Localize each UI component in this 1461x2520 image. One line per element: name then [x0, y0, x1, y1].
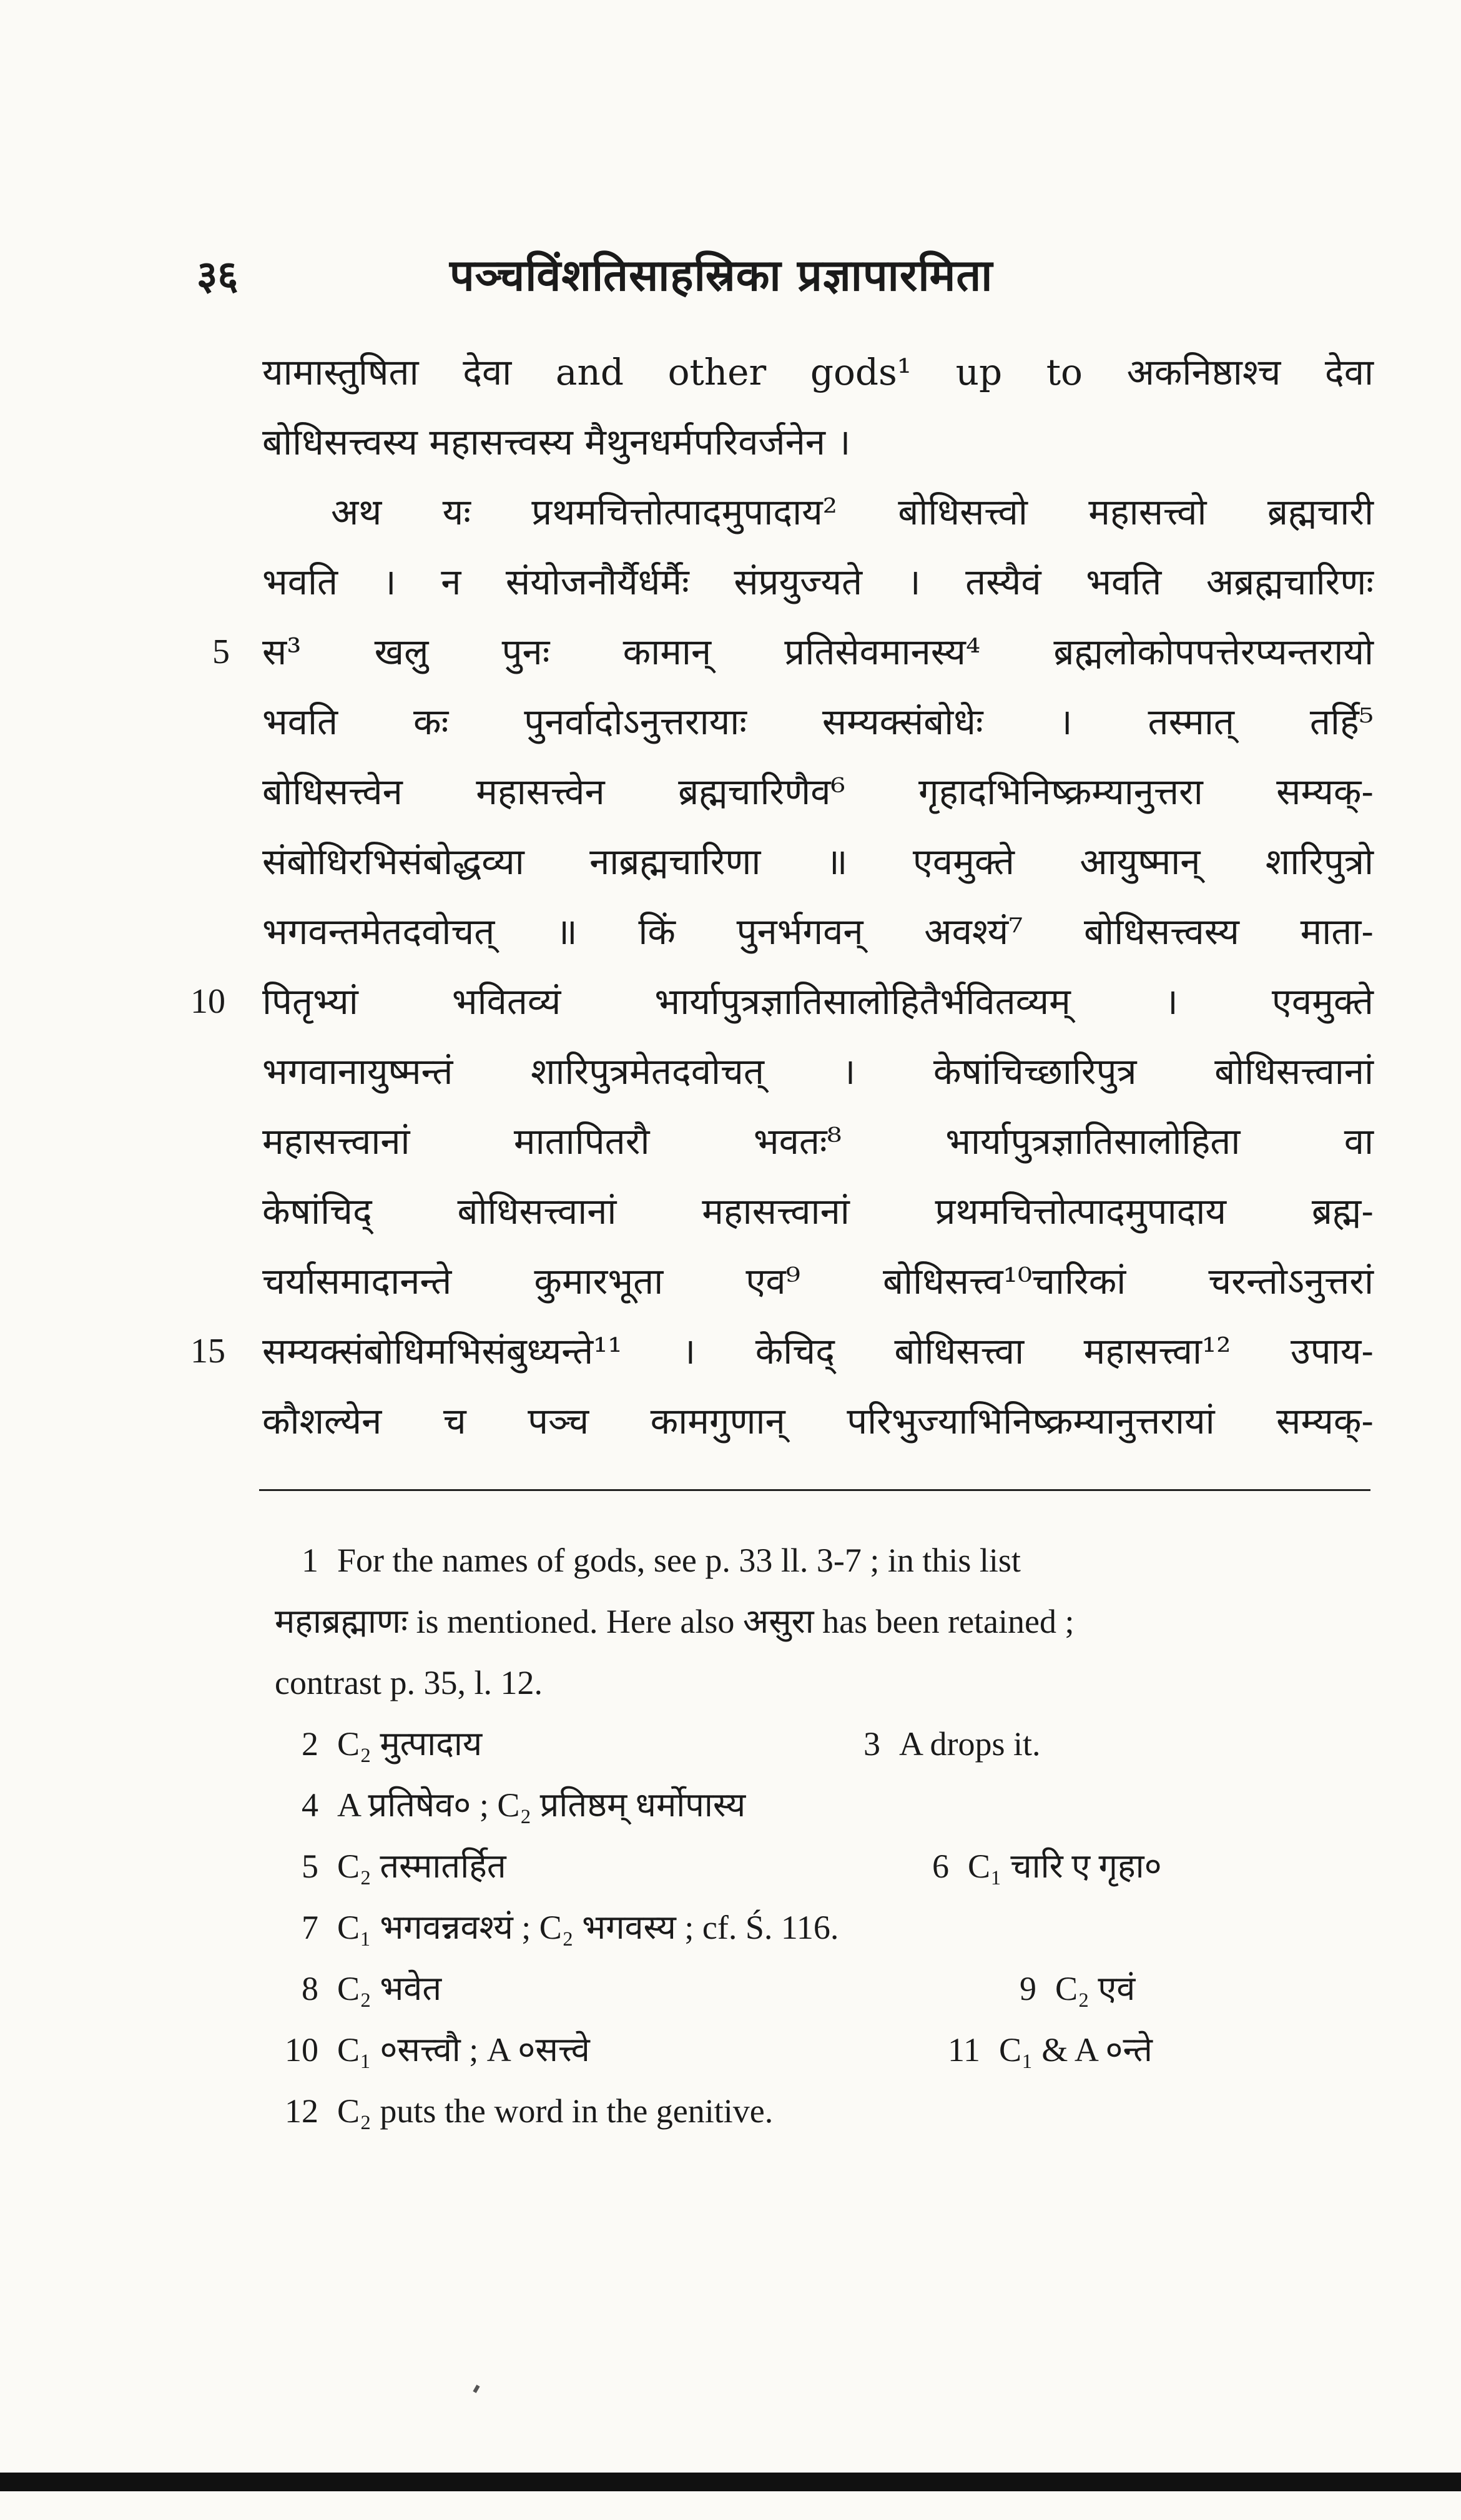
footnote-row [275, 2019, 1374, 2080]
line-number: 15 [190, 1332, 225, 1371]
footnote-12 [275, 2080, 773, 2142]
footnote-text: C₁ & A ०न्ते [999, 2031, 1153, 2069]
footnote-text: C₂ भवेत [337, 1970, 442, 2007]
footnote-row [275, 2080, 1374, 2142]
footnote-8 [275, 1958, 441, 2019]
text-line: बोधिसत्त्वेन महासत्त्वेन ब्रह्मचारिणैव⁶ गृहादभिनिष्क्रम्यानुत्तरा सम्यक्- [262, 770, 1374, 813]
footnote-row [275, 1713, 1374, 1774]
footnote-text: For the names of gods, see p. 33 ll. 3-7 ; in this list [337, 1542, 1021, 1579]
footnote-number: 6 [932, 1848, 949, 1885]
footnote-text: C₂ मुत्पादाय [337, 1725, 483, 1763]
text-line: महासत्त्वानां मातापितरौ भवतः⁸ भार्यापुत्रज्ञातिसालोहिता वा [262, 1120, 1374, 1163]
footnote-text: C₂ एवं [1055, 1970, 1136, 2007]
text-line: चर्यासमादानन्ते कुमारभूता एव⁹ बोधिसत्त्व¹⁰चारिकां चरन्तोऽनुत्तरां [262, 1260, 1374, 1302]
footnote-number: 1 [302, 1542, 318, 1579]
text-line [190, 1316, 1374, 1386]
footnote-number: 12 [285, 2092, 318, 2130]
footnote-1-continued: contrast p. 35, l. 12. [275, 1664, 543, 1701]
footnote-text: C₁ ०सत्त्वौ ; A ०सत्त्वे [337, 2031, 590, 2069]
footnote-1 [275, 1530, 1374, 1591]
text-line: कौशल्येन च पञ्च कामगुणान् परिभुज्याभिनिष्क्रम्यानुत्तरायां सम्यक्- [262, 1400, 1374, 1442]
line-number: 5 [212, 632, 230, 671]
footnote-4 [275, 1774, 745, 1836]
footnote-text: C₁ चारि ए गृहा० [968, 1848, 1162, 1885]
scan-speck [473, 2385, 480, 2393]
footnote-text: A प्रतिषेव० ; C₂ प्रतिष्ठम् धर्मोपास्य [337, 1786, 746, 1824]
line-number: 10 [190, 982, 225, 1021]
text-line: यामास्तुषिता देवा and other gods¹ up to अकनिष्ठाश्च देवा [262, 351, 1374, 393]
text-line-content: सम्यक्संबोधिमभिसंबुध्यन्ते¹¹ । केचिद् बोधिसत्त्वा महासत्त्वा¹² उपाय- [262, 1330, 1374, 1372]
text-line: भवति । न संयोजनौर्यैर्धर्मैः संप्रयुज्यते । तस्यैवं भवति अब्रह्मचारिणः [262, 561, 1374, 603]
footnote-6 [905, 1836, 1162, 1897]
footnote-3 [837, 1713, 1041, 1774]
footnote-row [275, 1774, 1374, 1836]
text-line-content: स³ खलु पुनः कामान् प्रतिसेवमानस्य⁴ ब्रह्मलोकोपपत्तेरप्यन्तरायो [262, 631, 1374, 673]
footnote-number: 5 [302, 1848, 318, 1885]
footnote-2 [275, 1713, 482, 1774]
footnote-text: C₁ भगवन्नवश्यं ; C₂ भगवस्य ; cf. Ś. 116. [337, 1909, 839, 1946]
page-title: पञ्चविंशतिसाहस्रिका प्रज्ञापारमिता [450, 249, 993, 301]
footnote-number: 2 [302, 1725, 318, 1763]
footnote-row [275, 1958, 1374, 2019]
footnote-11 [937, 2019, 1153, 2080]
footnote-number: 7 [302, 1909, 318, 1946]
footnote-number: 4 [302, 1786, 318, 1824]
footnotes [275, 1530, 1374, 2142]
text-line [212, 617, 1374, 687]
scan-edge-bar [0, 2473, 1461, 2491]
footnote-divider [259, 1489, 1370, 1491]
text-line: अथ यः प्रथमचित्तोत्पादमुपादाय² बोधिसत्त्वो महासत्त्वो ब्रह्मचारी [331, 491, 1374, 533]
text-line: भगवानायुष्मन्तं शारिपुत्रमेतदवोचत् । केषांचिच्छारिपुत्र बोधिसत्त्वानां [262, 1050, 1374, 1093]
footnote-number: 11 [948, 2031, 980, 2069]
footnote-1-continued: महाब्रह्माणः is mentioned. Here also असुरा has been retained ; [275, 1603, 1075, 1640]
text-line: संबोधिरभिसंबोद्धव्या नाब्रह्मचारिणा ॥ एवमुक्ते आयुष्मान् शारिपुत्रो [262, 840, 1374, 883]
text-line: बोधिसत्त्वस्य महासत्त्वस्य मैथुनधर्मपरिवर्जनेन । [262, 421, 851, 463]
text-line: भवति कः पुनर्वादोऽनुत्तरायाः सम्यक्संबोधेः । तस्मात् तर्हि⁵ [262, 701, 1374, 743]
footnote-number: 9 [1020, 1970, 1036, 2007]
text-line-content: पितृभ्यां भवितव्यं भार्यापुत्रज्ञातिसालोहितैर्भवितव्यम् । एवमुक्ते [262, 980, 1374, 1023]
footnote-row [275, 1897, 1374, 1958]
footnote-row [275, 1836, 1374, 1897]
footnote-number: 3 [863, 1725, 880, 1763]
text-line [190, 967, 1374, 1036]
footnote-number: 8 [302, 1970, 318, 2007]
footnote-number: 10 [285, 2031, 318, 2069]
main-text [190, 337, 1374, 1456]
page-number: ३६ [197, 252, 239, 299]
footnote-5 [275, 1836, 506, 1897]
footnote-text: A drops it. [899, 1725, 1041, 1763]
text-line: केषांचिद् बोधिसत्त्वानां महासत्त्वानां प्रथमचित्तोत्पादमुपादाय ब्रह्म- [262, 1190, 1374, 1233]
footnote-text: C₂ puts the word in the genitive. [337, 2092, 774, 2130]
text-line: भगवन्तमेतदवोचत् ॥ किं पुनर्भगवन् अवश्यं⁷ बोधिसत्त्वस्य माता- [262, 910, 1374, 953]
footnote-10 [275, 2019, 590, 2080]
footnote-7 [275, 1897, 839, 1958]
footnote-9 [993, 1958, 1135, 2019]
footnote-text: C₂ तस्मातर्हित [337, 1848, 506, 1885]
